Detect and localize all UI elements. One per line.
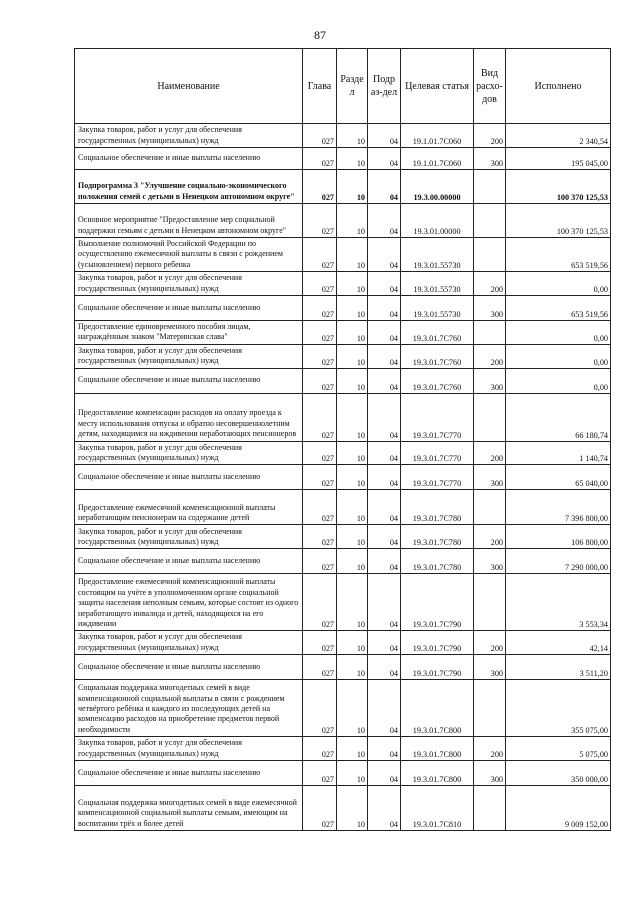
row-razdel: 10 xyxy=(337,465,368,490)
row-name: Социальное обеспечение и иные выплаты населению xyxy=(75,296,303,321)
header-done: Исполнено xyxy=(506,49,611,124)
row-vid: 200 xyxy=(474,441,506,465)
row-razdel: 10 xyxy=(337,204,368,238)
table-row xyxy=(75,737,611,761)
row-target: 19.1.01.7С060 xyxy=(401,124,474,148)
row-amount: 0,00 xyxy=(506,344,611,368)
row-target: 19.3.01.7С800 xyxy=(401,680,474,737)
row-podrazdel: 04 xyxy=(368,344,401,368)
row-target: 19.3.01.7С770 xyxy=(401,441,474,465)
row-glava: 027 xyxy=(303,655,337,680)
row-podrazdel: 04 xyxy=(368,574,401,631)
row-glava: 027 xyxy=(303,296,337,321)
table-row xyxy=(75,170,611,204)
row-amount: 100 370 125,53 xyxy=(506,204,611,238)
row-target: 19.3.01.7С760 xyxy=(401,368,474,393)
row-amount: 9 009 152,00 xyxy=(506,786,611,831)
row-amount: 0,00 xyxy=(506,321,611,345)
row-vid xyxy=(474,204,506,238)
row-podrazdel: 04 xyxy=(368,148,401,170)
row-vid: 300 xyxy=(474,761,506,786)
table-row xyxy=(75,441,611,465)
header-name: Наименование xyxy=(75,49,303,124)
row-name: Социальная поддержка многодетных семей в виде ежемесячной компенсационной социальной выплаты семьям, имеющим на воспитании трёх и более детей xyxy=(75,786,303,831)
row-amount: 653 519,56 xyxy=(506,238,611,272)
table-row xyxy=(75,321,611,345)
row-razdel: 10 xyxy=(337,490,368,525)
row-razdel: 10 xyxy=(337,393,368,441)
row-target: 19.3.01.7С760 xyxy=(401,344,474,368)
table-header-row xyxy=(75,49,611,124)
row-podrazdel: 04 xyxy=(368,441,401,465)
row-vid xyxy=(474,321,506,345)
table-row xyxy=(75,631,611,655)
row-podrazdel: 04 xyxy=(368,296,401,321)
row-name: Социальное обеспечение и иные выплаты населению xyxy=(75,761,303,786)
row-vid: 200 xyxy=(474,525,506,549)
row-podrazdel: 04 xyxy=(368,465,401,490)
row-target: 19.3.01.7С800 xyxy=(401,737,474,761)
row-target: 19.3.01.7С770 xyxy=(401,465,474,490)
table-row xyxy=(75,465,611,490)
row-glava: 027 xyxy=(303,170,337,204)
row-name: Закупка товаров, работ и услуг для обеспечения государственных (муниципальных) нужд xyxy=(75,631,303,655)
row-target: 19.3.01.7С780 xyxy=(401,525,474,549)
row-vid: 300 xyxy=(474,148,506,170)
row-podrazdel: 04 xyxy=(368,238,401,272)
row-razdel: 10 xyxy=(337,786,368,831)
row-vid xyxy=(474,170,506,204)
row-razdel: 10 xyxy=(337,170,368,204)
row-name: Предоставление единовременного пособия лицам, награждённым знаком "Материнская слава" xyxy=(75,321,303,345)
table-row xyxy=(75,761,611,786)
row-amount: 3 553,34 xyxy=(506,574,611,631)
row-podrazdel: 04 xyxy=(368,549,401,574)
row-vid xyxy=(474,393,506,441)
row-vid xyxy=(474,238,506,272)
row-glava: 027 xyxy=(303,574,337,631)
row-podrazdel: 04 xyxy=(368,124,401,148)
row-glava: 027 xyxy=(303,204,337,238)
row-razdel: 10 xyxy=(337,148,368,170)
row-name: Закупка товаров, работ и услуг для обеспечения государственных (муниципальных) нужд xyxy=(75,344,303,368)
table-row xyxy=(75,393,611,441)
row-name: Социальное обеспечение и иные выплаты населению xyxy=(75,655,303,680)
row-amount: 7 396 800,00 xyxy=(506,490,611,525)
row-podrazdel: 04 xyxy=(368,631,401,655)
row-podrazdel: 04 xyxy=(368,393,401,441)
row-name: Выполнение полномочий Российской Федерации по осуществлению ежемесячной выплаты в связи с рождением (усыновлением) первого ребенка xyxy=(75,238,303,272)
table-row xyxy=(75,238,611,272)
row-name: Предоставление компенсации расходов на оплату проезда к месту использования отпуска и обратно несовершеннолетним детям, находящимся на иждивении неработающих пенсионеров xyxy=(75,393,303,441)
row-amount: 5 075,00 xyxy=(506,737,611,761)
row-podrazdel: 04 xyxy=(368,786,401,831)
row-target: 19.3.01.7С760 xyxy=(401,321,474,345)
row-vid: 300 xyxy=(474,549,506,574)
row-target: 19.3.01.55730 xyxy=(401,272,474,296)
row-razdel: 10 xyxy=(337,238,368,272)
row-name: Подпрограмма 3 "Улучшение социально-экономического положения семей с детьми в Ненецком автономном округе" xyxy=(75,170,303,204)
row-name: Закупка товаров, работ и услуг для обеспечения государственных (муниципальных) нужд xyxy=(75,737,303,761)
row-razdel: 10 xyxy=(337,321,368,345)
row-name: Основное мероприятие "Предоставление мер социальной поддержки семьям с детьми в Ненецком автономном округе" xyxy=(75,204,303,238)
row-razdel: 10 xyxy=(337,655,368,680)
row-vid: 200 xyxy=(474,272,506,296)
row-podrazdel: 04 xyxy=(368,321,401,345)
row-vid: 200 xyxy=(474,124,506,148)
table-row xyxy=(75,786,611,831)
row-glava: 027 xyxy=(303,549,337,574)
row-glava: 027 xyxy=(303,441,337,465)
row-amount: 1 140,74 xyxy=(506,441,611,465)
row-target: 19.3.01.7С790 xyxy=(401,631,474,655)
header-vid: Вид расхо-дов xyxy=(474,49,506,124)
table-row xyxy=(75,204,611,238)
row-glava: 027 xyxy=(303,490,337,525)
row-amount: 106 800,00 xyxy=(506,525,611,549)
row-vid: 300 xyxy=(474,655,506,680)
row-podrazdel: 04 xyxy=(368,204,401,238)
row-target: 19.3.01.7С790 xyxy=(401,574,474,631)
row-name: Социальное обеспечение и иные выплаты населению xyxy=(75,465,303,490)
row-podrazdel: 04 xyxy=(368,525,401,549)
row-glava: 027 xyxy=(303,761,337,786)
row-razdel: 10 xyxy=(337,574,368,631)
row-vid: 300 xyxy=(474,296,506,321)
row-amount: 7 290 000,00 xyxy=(506,549,611,574)
row-name: Предоставление ежемесячной компенсационной выплаты состоящим на учёте в уполномоченном органе социальной защиты населения неполным семьям, которые состоят из одного неработающего инвалида и детей, находящихся на его иждивении xyxy=(75,574,303,631)
row-razdel: 10 xyxy=(337,680,368,737)
row-vid xyxy=(474,680,506,737)
row-target: 19.3.01.55730 xyxy=(401,238,474,272)
row-target: 19.1.01.7С060 xyxy=(401,148,474,170)
row-podrazdel: 04 xyxy=(368,272,401,296)
row-target: 19.3.01.7С780 xyxy=(401,490,474,525)
row-podrazdel: 04 xyxy=(368,761,401,786)
row-amount: 355 075,00 xyxy=(506,680,611,737)
row-vid: 200 xyxy=(474,344,506,368)
table-row xyxy=(75,574,611,631)
row-glava: 027 xyxy=(303,124,337,148)
row-target: 19.3.01.00000 xyxy=(401,204,474,238)
row-glava: 027 xyxy=(303,680,337,737)
row-amount: 3 511,20 xyxy=(506,655,611,680)
row-target: 19.3.01.7С770 xyxy=(401,393,474,441)
row-vid xyxy=(474,574,506,631)
table-row xyxy=(75,148,611,170)
row-amount: 100 370 125,53 xyxy=(506,170,611,204)
row-name: Закупка товаров, работ и услуг для обеспечения государственных (муниципальных) нужд xyxy=(75,124,303,148)
row-vid: 300 xyxy=(474,368,506,393)
table-row xyxy=(75,680,611,737)
row-target: 19.3.01.7С800 xyxy=(401,761,474,786)
row-amount: 66 180,74 xyxy=(506,393,611,441)
row-razdel: 10 xyxy=(337,549,368,574)
row-razdel: 10 xyxy=(337,296,368,321)
row-podrazdel: 04 xyxy=(368,655,401,680)
row-glava: 027 xyxy=(303,321,337,345)
header-glava: Глава xyxy=(303,49,337,124)
row-glava: 027 xyxy=(303,631,337,655)
row-razdel: 10 xyxy=(337,368,368,393)
header-target: Целевая статья xyxy=(401,49,474,124)
table-row xyxy=(75,344,611,368)
row-podrazdel: 04 xyxy=(368,680,401,737)
row-amount: 195 045,00 xyxy=(506,148,611,170)
row-podrazdel: 04 xyxy=(368,490,401,525)
row-vid: 200 xyxy=(474,631,506,655)
row-target: 19.3.00.00000 xyxy=(401,170,474,204)
row-name: Закупка товаров, работ и услуг для обеспечения государственных (муниципальных) нужд xyxy=(75,525,303,549)
row-podrazdel: 04 xyxy=(368,170,401,204)
row-glava: 027 xyxy=(303,368,337,393)
row-glava: 027 xyxy=(303,148,337,170)
row-razdel: 10 xyxy=(337,272,368,296)
row-glava: 027 xyxy=(303,344,337,368)
page-number: 87 xyxy=(314,28,326,42)
row-vid xyxy=(474,490,506,525)
table-row xyxy=(75,525,611,549)
row-name: Социальное обеспечение и иные выплаты населению xyxy=(75,148,303,170)
row-name: Социальное обеспечение и иные выплаты населению xyxy=(75,549,303,574)
row-razdel: 10 xyxy=(337,344,368,368)
header-podrazdel: Подр аз-дел xyxy=(368,49,401,124)
row-glava: 027 xyxy=(303,238,337,272)
table-body xyxy=(75,124,611,831)
row-razdel: 10 xyxy=(337,631,368,655)
row-amount: 65 040,00 xyxy=(506,465,611,490)
row-amount: 350 000,00 xyxy=(506,761,611,786)
row-amount: 2 340,54 xyxy=(506,124,611,148)
row-amount: 42,14 xyxy=(506,631,611,655)
row-vid: 300 xyxy=(474,465,506,490)
table-row xyxy=(75,296,611,321)
row-razdel: 10 xyxy=(337,525,368,549)
table-row xyxy=(75,549,611,574)
row-name: Закупка товаров, работ и услуг для обеспечения государственных (муниципальных) нужд xyxy=(75,441,303,465)
row-amount: 0,00 xyxy=(506,368,611,393)
row-razdel: 10 xyxy=(337,124,368,148)
row-razdel: 10 xyxy=(337,761,368,786)
row-target: 19.3.01.7С790 xyxy=(401,655,474,680)
row-glava: 027 xyxy=(303,393,337,441)
row-vid xyxy=(474,786,506,831)
row-target: 19.3.01.55730 xyxy=(401,296,474,321)
row-target: 19.3.01.7С810 xyxy=(401,786,474,831)
table-row xyxy=(75,490,611,525)
row-podrazdel: 04 xyxy=(368,368,401,393)
table-row xyxy=(75,272,611,296)
row-glava: 027 xyxy=(303,525,337,549)
header-razdel: Разде л xyxy=(337,49,368,124)
table-row xyxy=(75,368,611,393)
row-vid: 200 xyxy=(474,737,506,761)
table-row xyxy=(75,655,611,680)
row-amount: 653 519,56 xyxy=(506,296,611,321)
row-name: Социальная поддержка многодетных семей в виде компенсационной социальной выплаты в связи с рождением четвёртого ребёнка и каждого из последующих детей на компенсацию расходов на приобретение предметов первой необходимости xyxy=(75,680,303,737)
row-glava: 027 xyxy=(303,465,337,490)
row-glava: 027 xyxy=(303,786,337,831)
row-podrazdel: 04 xyxy=(368,737,401,761)
row-razdel: 10 xyxy=(337,737,368,761)
table-row xyxy=(75,124,611,148)
budget-table xyxy=(74,48,611,831)
row-glava: 027 xyxy=(303,737,337,761)
row-amount: 0,00 xyxy=(506,272,611,296)
row-glava: 027 xyxy=(303,272,337,296)
row-name: Социальное обеспечение и иные выплаты населению xyxy=(75,368,303,393)
row-name: Закупка товаров, работ и услуг для обеспечения государственных (муниципальных) нужд xyxy=(75,272,303,296)
row-name: Предоставление ежемесячной компенсационной выплаты неработающим пенсионерам на содержание детей xyxy=(75,490,303,525)
row-razdel: 10 xyxy=(337,441,368,465)
row-target: 19.3.01.7С780 xyxy=(401,549,474,574)
